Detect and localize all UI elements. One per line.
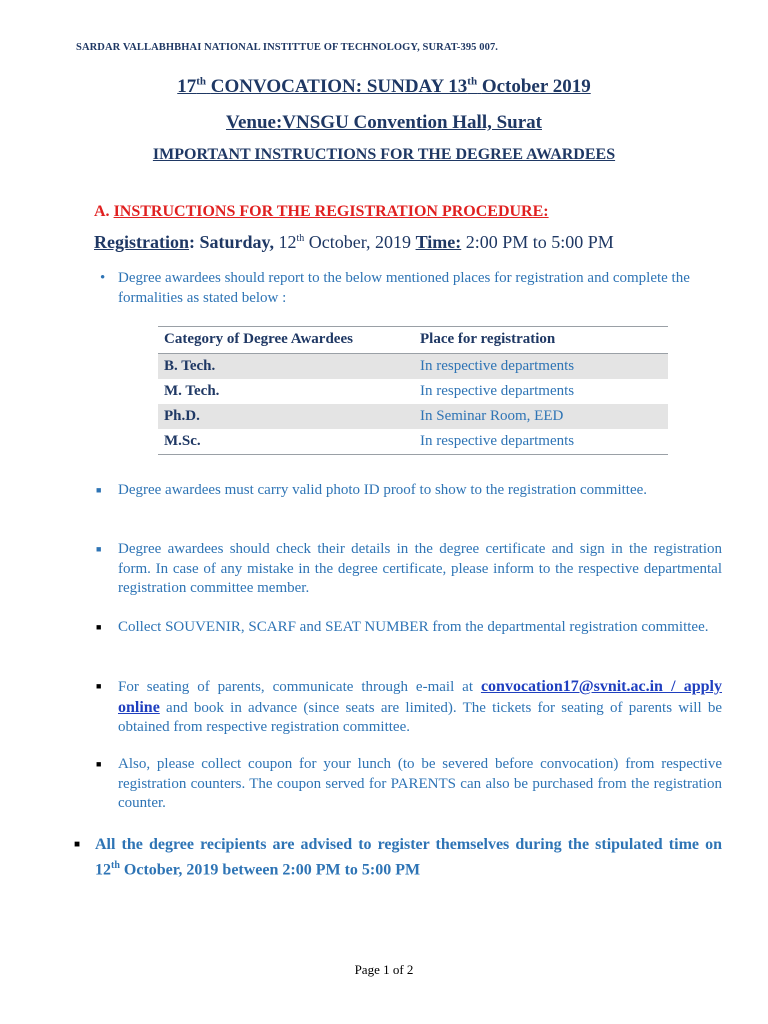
table-cell-place: In respective departments: [414, 354, 668, 380]
convocation-month-year: October 2019: [481, 76, 591, 98]
square-bullet-icon: ■: [96, 622, 102, 632]
convocation-email-link[interactable]: convocation17@svnit.ac.in / apply online: [118, 678, 722, 716]
registration-label: Registration: [94, 232, 189, 252]
convocation-date-sup: th: [467, 76, 478, 88]
bullet-photo-id-text: Degree awardees must carry valid photo ID proof to show to the registration committee.: [118, 482, 648, 498]
bullet-check-details: [96, 540, 722, 599]
table-header-place: Place for registration: [414, 327, 668, 354]
table-cell-category: M.Sc.: [158, 429, 414, 455]
instructions-title-text: IMPORTANT INSTRUCTIONS FOR THE DEGREE AWARDEES: [152, 146, 616, 163]
bullet-lunch-coupon: [96, 755, 722, 814]
table-row: [158, 379, 668, 404]
table-cell-place: In respective departments: [414, 429, 668, 455]
square-bullet-icon: ■: [74, 839, 81, 850]
table-row: [158, 404, 668, 429]
convocation-number: 17: [177, 76, 197, 98]
table-cell-category: B. Tech.: [158, 354, 414, 380]
convocation-title: [0, 76, 768, 98]
bullet-dot-icon: •: [100, 270, 106, 286]
convocation-day: CONVOCATION: SUNDAY 13: [210, 76, 468, 98]
convocation-title-text: [177, 76, 590, 97]
registration-date-sup: th: [296, 233, 305, 244]
table-cell-place: In respective departments: [420, 383, 575, 399]
institute-name: SARDAR VALLABHBHAI NATIONAL INSTITTUE OF TECHNOLOGY, SURAT-395 007.: [76, 42, 499, 53]
section-a-title: INSTRUCTIONS FOR THE REGISTRATION PROCEDURE:: [113, 203, 549, 220]
venue-text: Venue:VNSGU Convention Hall, Surat: [225, 112, 542, 133]
registration-date-rest: October, 2019: [308, 232, 412, 252]
venue-title: [0, 112, 768, 134]
registration-line: Registration: Saturday, 12th October, 2019 Time: 2:00 PM to 5:00 PM: [94, 232, 614, 252]
convocation-number-sup: th: [196, 76, 207, 88]
table-cell-category: Ph.D.: [158, 404, 414, 429]
section-a-label: A.: [94, 203, 110, 220]
bullet-parent-seating-text: [118, 677, 722, 738]
table-cell-place: In Seminar Room, EED: [414, 404, 668, 429]
final-note-text: [95, 834, 722, 880]
final-note-sup: th: [111, 860, 120, 871]
final-note-post: October, 2019 between 2:00 PM to 5:00 PM: [119, 861, 421, 879]
registration-date-number: 12: [278, 232, 297, 252]
table-header-category: Category of Degree Awardees: [158, 327, 414, 354]
intro-bullet: [100, 268, 722, 308]
square-bullet-icon: ■: [96, 544, 102, 554]
bullet-photo-id: [96, 481, 722, 501]
time-value: 2:00 PM to 5:00 PM: [465, 232, 614, 252]
final-note-pre: All the degree recipients are advised to register themselves during the stipulated time on 12: [95, 836, 722, 879]
section-a-heading: [94, 203, 549, 221]
registration-table: [158, 326, 668, 455]
time-label: Time:: [415, 232, 462, 252]
table-row: [158, 354, 668, 380]
square-bullet-icon: ■: [96, 759, 102, 769]
registration-day: Saturday,: [199, 232, 275, 252]
bullet-souvenir: [96, 618, 722, 638]
bullet-lunch-coupon-text: Also, please collect coupon for your lunch (to be severed before convocation) from respective registration counters. The coupon served for PARENTS can also be purchased from the registration counter.: [118, 756, 722, 811]
intro-bullet-text: Degree awardees should report to the below mentioned places for registration and complete the formalities as stated below :: [118, 270, 690, 306]
parent-seating-pre: For seating of parents, communicate through e-mail at: [118, 679, 481, 695]
table-cell-category: M. Tech.: [164, 383, 220, 399]
square-bullet-icon: ■: [96, 681, 102, 691]
square-bullet-icon: ■: [96, 485, 102, 495]
table-header-row: [158, 327, 668, 354]
parent-seating-post: and book in advance (since seats are limited). The tickets for seating of parents will be obtained from respective registration committee.: [118, 699, 722, 735]
page-number: Page 1 of 2: [354, 962, 414, 977]
bullet-check-details-text: Degree awardees should check their details in the degree certificate and sign in the registration form. In case of any mistake in the degree certificate, please inform to the respective departmental registration committee member.: [118, 541, 722, 596]
final-note: [74, 834, 722, 880]
instructions-title: [0, 146, 768, 164]
table-row: [158, 429, 668, 455]
bullet-souvenir-text: Collect SOUVENIR, SCARF and SEAT NUMBER from the departmental registration committee.: [118, 619, 709, 635]
bullet-parent-seating: [96, 677, 722, 738]
